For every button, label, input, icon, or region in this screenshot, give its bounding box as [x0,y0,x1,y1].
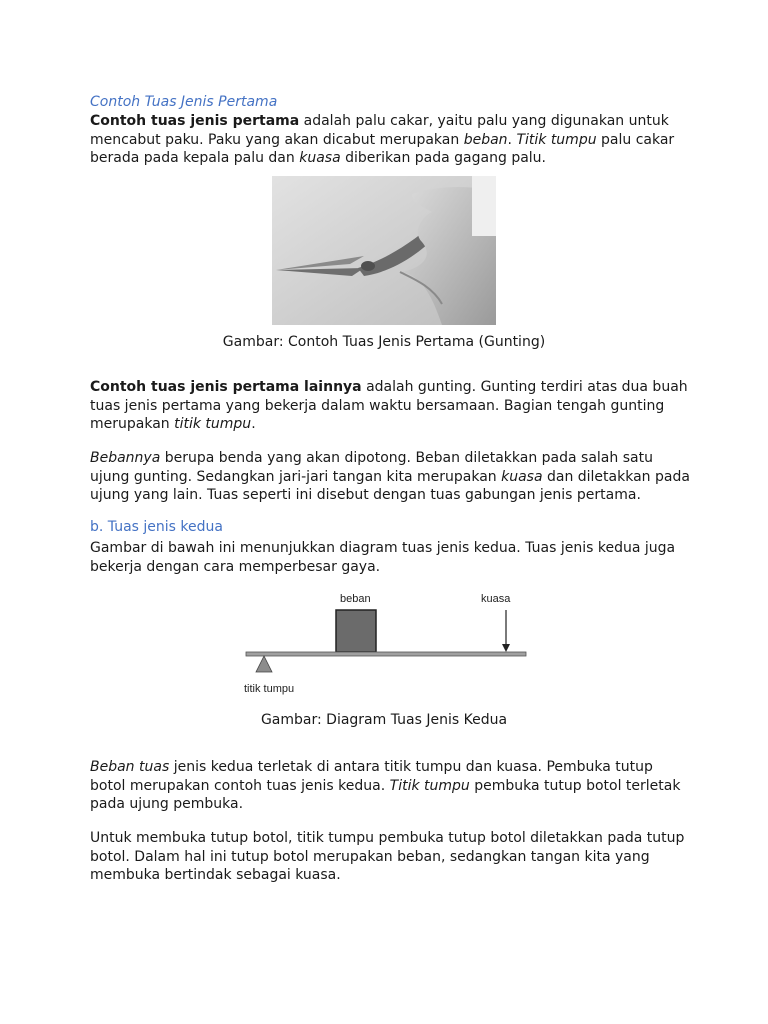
italic-term: titik tumpu [174,416,252,432]
paragraph-bottle-opener [90,758,690,814]
bold-term: Contoh tuas jenis pertama [90,113,300,129]
text-run: berupa benda yang akan dipotong. Beban diletakkan pada salah satu ujung gunting. Sedangkan jari-jari tangan kita merupakan [90,450,653,485]
italic-term: Titik tumpu [389,777,470,794]
italic-term: Bebannya [90,450,161,466]
text-run: dan diletakkan pada ujung yang lain. Tuas seperti ini disebut dengan tuas gabungan jenis pertama. [90,468,690,503]
italic-term: kuasa [501,468,543,485]
bold-term: Contoh tuas jenis pertama lainnya [90,379,362,395]
figure-caption-diagram: Gambar: Diagram Tuas Jenis Kedua [260,712,508,728]
label-titik-tumpu: titik tumpu [244,683,295,695]
text-run: . [507,131,517,148]
lever-beam [246,652,526,656]
text-run: pembuka tutup botol terletak pada ujung pembuka. [90,777,681,812]
italic-term: beban [463,131,508,148]
paragraph-second-class-intro: Gambar di bawah ini menunjukkan diagram tuas jenis kedua. Tuas jenis kedua juga bekerja dengan cara memperbesar gaya. [90,540,676,575]
italic-term: kuasa [299,150,341,166]
lever-diagram [236,588,536,698]
force-arrow-head [502,644,510,652]
label-beban: beban [340,593,371,605]
text-run: palu cakar berada pada kepala palu dan [90,131,675,166]
text-run: . [251,416,256,432]
paragraph-scissors-load [90,449,690,505]
scissors-photo [272,176,496,325]
italic-term: Beban tuas [90,759,170,775]
text-run: adalah gunting. Gunting terdiri atas dua buah tuas jenis pertama yang bekerja dalam waktu bersamaan. Bagian tengah gunting merupakan [90,379,688,432]
paragraph-claw-hammer [90,112,690,168]
fulcrum-triangle [256,656,272,672]
text-run: adalah palu cakar, yaitu palu yang digunakan untuk mencabut paku. Paku yang akan dicabut merupakan [90,113,669,148]
section-heading-example-first-class: Contoh Tuas Jenis Pertama [90,94,278,110]
load-box [336,610,376,652]
italic-term: Titik tumpu [516,131,597,148]
text-run: jenis kedua terletak di antara titik tumpu dan kuasa. Pembuka tutup botol merupakan contoh tuas jenis kedua. [90,759,653,794]
label-kuasa: kuasa [481,593,511,605]
paragraph-opening-bottle: Untuk membuka tutup botol, titik tumpu pembuka tutup botol diletakkan pada tutup botol. Dalam hal ini tutup botol merupakan beban, sedangkan tangan kita yang membuka bertindak sebagai kuasa. [90,830,685,883]
paragraph-scissors [90,378,690,434]
text-run: diberikan pada gagang palu. [340,150,546,166]
section-heading-second-class: b. Tuas jenis kedua [90,519,223,535]
figure-caption-scissors: Gambar: Contoh Tuas Jenis Pertama (Gunting) [222,334,546,350]
